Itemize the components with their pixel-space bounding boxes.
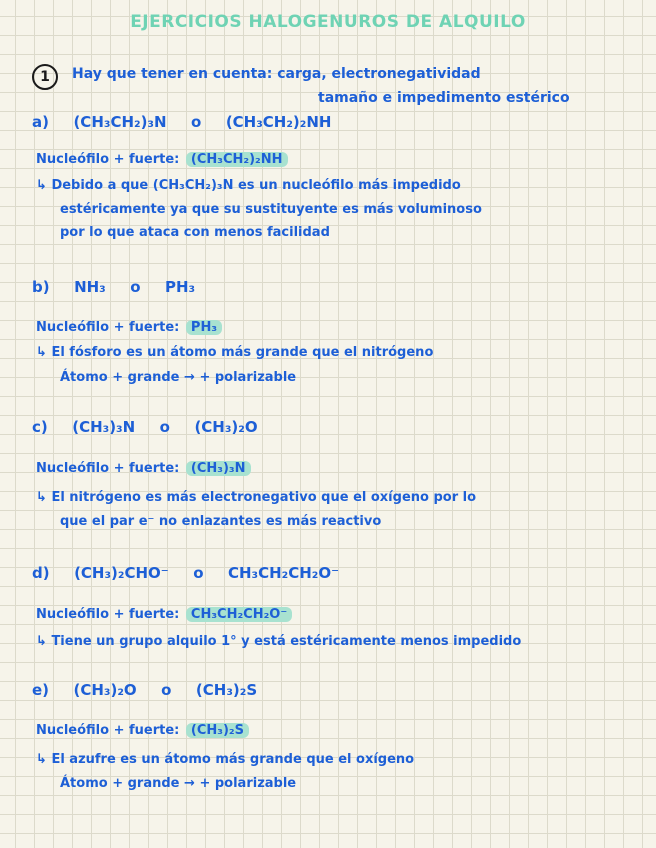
answer-label: Nucleófilo + fuerte: <box>36 320 180 335</box>
answer-highlight: (CH₃CH₂)₂NH <box>186 152 288 167</box>
option-2: (CH₃)₂S <box>195 681 258 699</box>
explanation-d-1 <box>36 634 521 649</box>
answer-a <box>36 152 288 167</box>
option-2: (CH₃)₂O <box>194 418 258 436</box>
explanation-text: Tiene un grupo alquilo 1° y está estéricamente menos impedido <box>51 634 522 649</box>
answer-c <box>36 461 251 476</box>
question-c <box>32 418 258 436</box>
explanation-e-2: Átomo + grande → + polarizable <box>60 776 297 791</box>
option-1: NH₃ <box>74 278 106 296</box>
or-word: o <box>159 418 170 436</box>
arrow-icon: ↳ <box>36 490 47 505</box>
option-2: CH₃CH₂CH₂O⁻ <box>227 564 340 582</box>
arrow-icon: ↳ <box>36 345 47 360</box>
option-1: (CH₃)₃N <box>72 418 136 436</box>
question-label: c) <box>32 418 48 436</box>
explanation-b-2: Átomo + grande → + polarizable <box>60 370 297 385</box>
question-label: a) <box>32 113 49 131</box>
question-d <box>32 564 339 582</box>
arrow-icon: ↳ <box>36 634 47 649</box>
answer-highlight: (CH₃)₂S <box>186 723 249 738</box>
answer-d <box>36 607 292 622</box>
question-label: b) <box>32 278 50 296</box>
explanation-b-1 <box>36 345 433 360</box>
option-1: (CH₃)₂CHO⁻ <box>74 564 169 582</box>
answer-b <box>36 320 222 335</box>
explanation-c-1 <box>36 490 476 505</box>
option-1: (CH₃)₂O <box>73 681 137 699</box>
arrow-icon: ↳ <box>36 178 47 193</box>
question-e <box>32 681 257 699</box>
or-word: o <box>130 278 141 296</box>
explanation-c-2: que el par e⁻ no enlazantes es más reactivo <box>60 514 382 529</box>
explanation-text: El azufre es un átomo más grande que el oxígeno <box>51 752 415 767</box>
exercise-number: 1 <box>32 64 58 90</box>
answer-label: Nucleófilo + fuerte: <box>36 723 180 738</box>
intro-line-1: Hay que tener en cuenta: carga, electronegatividad <box>72 66 481 82</box>
page-title: EJERCICIOS HALOGENUROS DE ALQUILO <box>130 12 526 32</box>
explanation-text: El nitrógeno es más electronegativo que el oxígeno por lo <box>51 490 477 505</box>
answer-highlight: (CH₃)₃N <box>186 461 251 476</box>
arrow-icon: ↳ <box>36 752 47 767</box>
answer-e <box>36 723 249 738</box>
explanation-a-2: estéricamente ya que su sustituyente es más voluminoso <box>60 202 482 217</box>
or-word: o <box>161 681 172 699</box>
explanation-e-1 <box>36 752 414 767</box>
or-word: o <box>191 113 202 131</box>
or-word: o <box>193 564 204 582</box>
answer-highlight: CH₃CH₂CH₂O⁻ <box>186 607 292 622</box>
question-label: e) <box>32 681 50 699</box>
intro-line-2: tamaño e impedimento estérico <box>318 90 570 106</box>
question-b <box>32 278 195 296</box>
option-1: (CH₃CH₂)₃N <box>73 113 167 131</box>
answer-label: Nucleófilo + fuerte: <box>36 607 180 622</box>
answer-highlight: PH₃ <box>186 320 222 335</box>
option-2: (CH₃CH₂)₂NH <box>225 113 332 131</box>
explanation-a-3: por lo que ataca con menos facilidad <box>60 225 330 240</box>
question-a <box>32 113 331 131</box>
explanation-text: El fósforo es un átomo más grande que el nitrógeno <box>51 345 434 360</box>
answer-label: Nucleófilo + fuerte: <box>36 461 180 476</box>
option-2: PH₃ <box>165 278 196 296</box>
question-label: d) <box>32 564 50 582</box>
answer-label: Nucleófilo + fuerte: <box>36 152 180 167</box>
explanation-a-1 <box>36 178 461 193</box>
explanation-text: Debido a que (CH₃CH₂)₃N es un nucleófilo más impedido <box>51 178 461 193</box>
